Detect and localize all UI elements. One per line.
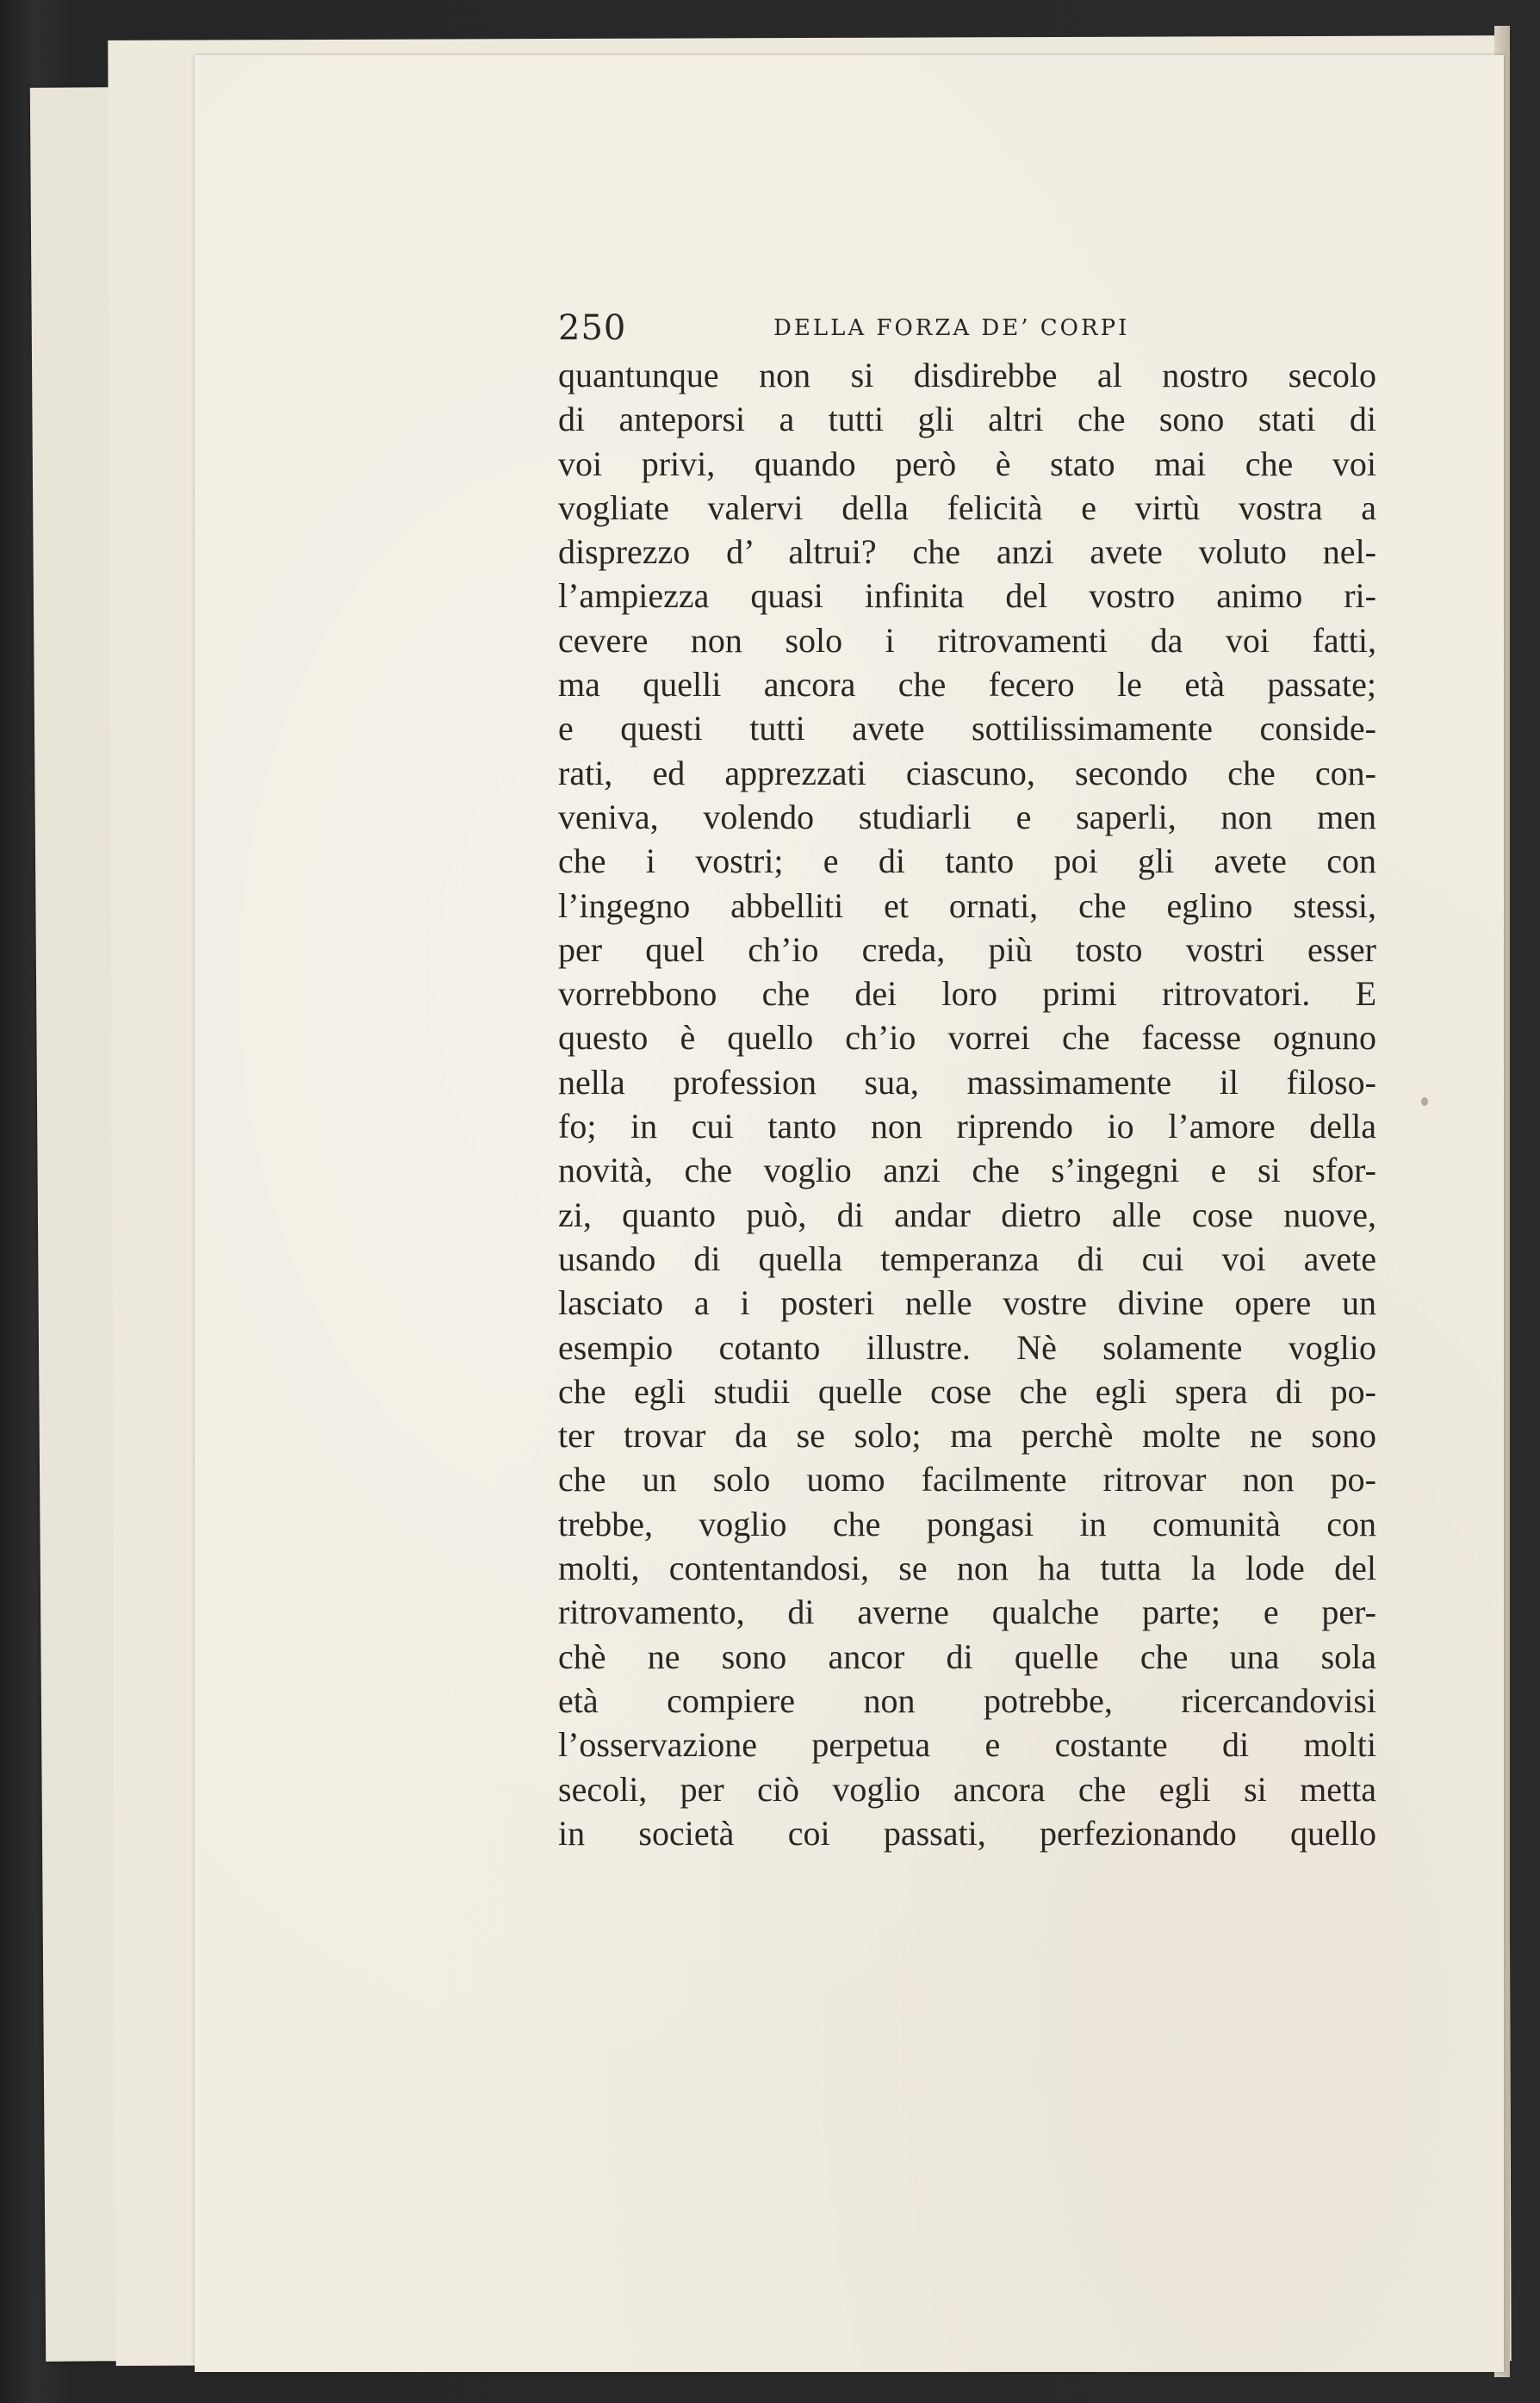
text-line: nella profession sua, massimamente il filoso- [558, 1062, 1376, 1102]
text-line: esempio cotanto illustre. Nè solamente voglio [558, 1327, 1376, 1367]
page-number: 250 [558, 308, 627, 348]
text-line: zi, quanto può, di andar dietro alle cose nuove, [558, 1195, 1376, 1234]
text-line: cevere non solo i ritrovamenti da voi fatti, [558, 620, 1376, 660]
text-line: l’osservazione perpetua e costante di molti [558, 1725, 1376, 1765]
text-line: voi privi, quando però è stato mai che voi [558, 444, 1376, 483]
text-line: ma quelli ancora che fecero le età passate; [558, 665, 1376, 705]
text-line: usando di quella temperanza di cui voi avete [558, 1239, 1376, 1278]
text-line: disprezzo d’ altrui? che anzi avete voluto nel- [558, 532, 1376, 572]
body-text [558, 353, 1376, 1855]
text-line: trebbe, voglio che pongasi in comunità con [558, 1504, 1376, 1543]
page-header [558, 308, 1376, 350]
text-line: per quel ch’io creda, più tosto vostri esser [558, 929, 1376, 969]
text-line: ritrovamento, di averne qualche parte; e per- [558, 1593, 1376, 1632]
text-line: rati, ed apprezzati ciascuno, secondo che con- [558, 753, 1376, 792]
text-line: veniva, volendo studiarli e saperli, non men [558, 797, 1376, 836]
text-line: in società coi passati, perfezionando quello [558, 1813, 1376, 1853]
text-line: di anteporsi a tutti gli altri che sono stati di [558, 400, 1376, 439]
text-line: ter trovar da se solo; ma perchè molte ne sono [558, 1416, 1376, 1456]
text-line: che un solo uomo facilmente ritrovar non po- [558, 1460, 1376, 1500]
text-line: che egli studii quelle cose che egli spera di po- [558, 1371, 1376, 1411]
text-line: vogliate valervi della felicità e virtù vostra a [558, 487, 1376, 527]
text-line: quantunque non si disdirebbe al nostro secolo [558, 356, 1376, 394]
text-line: chè ne sono ancor di quelle che una sola [558, 1636, 1376, 1676]
text-line: molti, contentandosi, se non ha tutta la lode del [558, 1549, 1376, 1588]
text-line: l’ampiezza quasi infinita del vostro animo ri- [558, 576, 1376, 616]
text-line: secoli, per ciò voglio ancora che egli si metta [558, 1769, 1376, 1809]
text-line: questo è quello ch’io vorrei che facesse ognuno [558, 1018, 1376, 1058]
text-line: novità, che voglio anzi che s’ingegni e si sfor- [558, 1151, 1376, 1190]
ink-speck [1421, 1097, 1428, 1106]
text-line: l’ingegno abbelliti et ornati, che eglino stessi, [558, 885, 1376, 925]
text-line: vorrebbono che dei loro primi ritrovatori. E [558, 974, 1376, 1014]
text-line: fo; in cui tanto non riprendo io l’amore della [558, 1107, 1376, 1146]
text-line: e questi tutti avete sottilissimamente conside- [558, 709, 1376, 748]
text-line: che i vostri; e di tanto poi gli avete con [558, 841, 1376, 881]
running-head: DELLA FORZA DE’ CORPI [773, 315, 1130, 341]
text-line: età compiere non potrebbe, ricercandovisi [558, 1680, 1376, 1720]
text-line: lasciato a i posteri nelle vostre divine opere un [558, 1283, 1376, 1323]
